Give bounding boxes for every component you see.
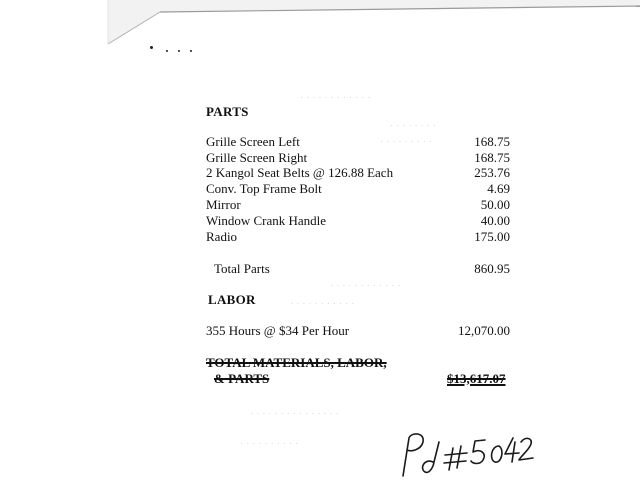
item-label: Conv. Top Frame Bolt: [206, 181, 322, 196]
total-parts-amount: 860.95: [474, 261, 510, 276]
item-label: 2 Kangol Seat Belts @ 126.88 Each: [206, 165, 394, 180]
list-item: [206, 165, 510, 181]
item-amount: 168.75: [474, 134, 510, 149]
item-amount: 40.00: [480, 213, 510, 228]
total-parts-label: Total Parts: [214, 261, 270, 276]
labor-amount: 12,070.00: [458, 323, 510, 338]
list-item: [206, 134, 510, 150]
item-amount: 175.00: [474, 229, 510, 244]
item-amount: 168.75: [474, 150, 510, 165]
scan-speck: [190, 50, 192, 52]
handwritten-paid-note: [395, 428, 535, 480]
item-label: Mirror: [206, 197, 241, 212]
scan-speck: [178, 50, 180, 52]
item-label: Grille Screen Right: [206, 150, 308, 165]
grand-total-label-line2: & PARTS: [214, 371, 270, 386]
grand-total-amount: $13,617.07: [447, 371, 506, 386]
grand-total-label-line1: TOTAL MATERIALS, LABOR,: [206, 355, 387, 370]
list-item: [206, 213, 510, 229]
scanned-invoice: · · · · · · · · · · · · · · · · · · · · · · · · · · · · · · · · · · · · · · · · · · · · · · · · · · · · · · · · · · · · · · · · · · · · · · · · · · · · · PARTS Grille Screen Left 168.75 Grille Screen Right 168.75 2 Kangol Seat Belts @ 126.88 Each 253.76 Conv. Top Frame Bolt 4.69 Mirror 50.00 Window Crank Handle 40.00 Radio 175.00 Total Parts 860.95 LABOR 355 Hours @ $34 Per Hour 12,070.00 TOTAL MATERIALS, LABOR, & PARTS $13,617.07: [0, 0, 640, 480]
labor-label: 355 Hours @ $34 Per Hour: [206, 323, 350, 338]
item-label: Window Crank Handle: [206, 213, 327, 228]
item-amount: 253.76: [474, 165, 510, 180]
list-item: [206, 229, 510, 245]
item-amount: 50.00: [480, 197, 510, 212]
item-label: Radio: [206, 229, 238, 244]
item-amount: 4.69: [487, 181, 510, 196]
scan-speck: [150, 46, 153, 49]
item-label: Grille Screen Left: [206, 134, 300, 149]
scan-speck: [166, 50, 168, 52]
labor-row: [206, 323, 510, 339]
parts-heading: PARTS: [206, 104, 249, 119]
list-item: [206, 197, 510, 213]
labor-heading: LABOR: [208, 292, 256, 307]
total-parts-row: [206, 261, 510, 277]
list-item: [206, 181, 510, 197]
list-item: [206, 150, 510, 166]
